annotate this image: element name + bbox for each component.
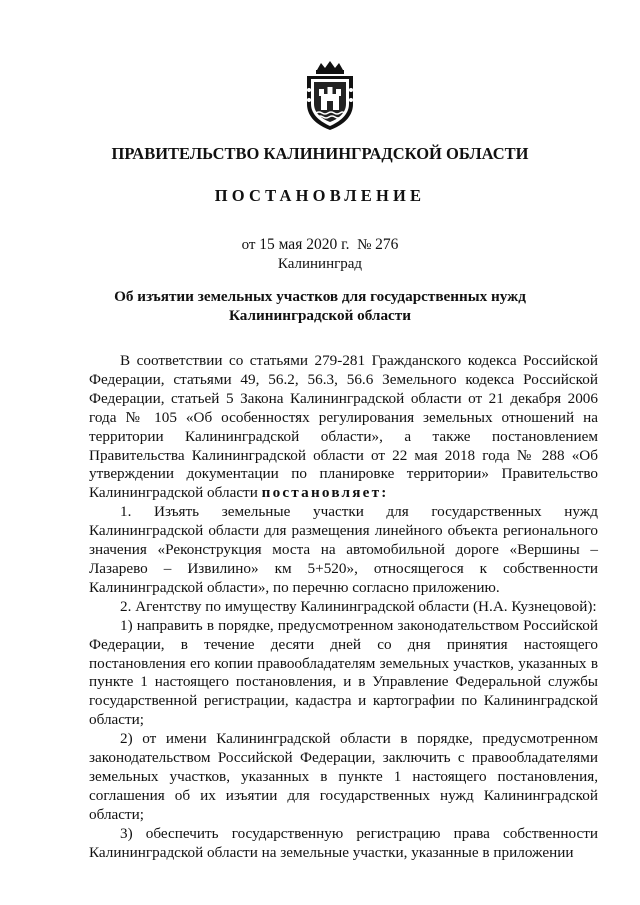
- document-title: [0, 287, 640, 325]
- preamble-text: В соответствии со статьями 279-281 Гражданского кодекса Российской Федерации, статьями 49, 56.2, 56.3, 56.6 Земельного кодекса Российской Федерации, статьей 5 Закона Калининградской области от 21 декабря 2006 года № 105 «Об особенностях регулирования земельных отношений на территории Калининградской области», а также постановлением Правительства Калининградской области от 22 мая 2018 года № 288 «Об утверждении документации по планировке территории» Правительство Калининградской области: [89, 352, 598, 502]
- item-1-paragraph: 1. Изъять земельные участки для государственных нужд Калининградской области для размещения линейного объекта регионального значения «Реконструкция моста на автомобильной дороге «Вершины – Лазарево – Извилино» км 5+520», относящегося к собственности Калининградской области», по перечню согласно приложению.: [89, 503, 598, 596]
- preamble-paragraph: [89, 352, 598, 503]
- title-line-2: Калининградской области: [229, 307, 411, 324]
- date-number-line: [0, 236, 640, 254]
- document-body: [89, 352, 598, 862]
- decree-word: постановляет:: [261, 484, 389, 502]
- document-type: ПОСТАНОВЛЕНИЕ: [214, 186, 426, 205]
- item-2-3-paragraph: 3) обеспечить государственную регистрацию права собственности Калининградской области на земельные участки, указанные в приложении: [89, 824, 598, 861]
- date-prefix: от: [241, 237, 256, 253]
- organization-name: ПРАВИТЕЛЬСТВО КАЛИНИНГРАДСКОЙ ОБЛАСТИ: [111, 144, 529, 163]
- document-date: 15 мая 2020 г.: [259, 236, 350, 253]
- document-number: 276: [375, 236, 399, 253]
- item-2-2-paragraph: 2) от имени Калининградской области в порядке, предусмотренном законодательством Российской Федерации, заключить с правообладателями земельных участков, указанных в пункте 1 настоящего постановления, соглашения об их изъятии для государственных нужд Калининградской области;: [89, 730, 598, 823]
- number-sign: №: [357, 237, 372, 253]
- item-2-1-paragraph: 1) направить в порядке, предусмотренном законодательством Российской Федерации, в течение десяти дней со дня принятия настоящего постановления его копии правообладателям земельных участков, указанных в пункте 1 настоящего постановления, и в Управление Федеральной службы государственной регистрации, кадастра и картографии по Калининградской области;: [89, 616, 598, 729]
- title-line-1: Об изъятии земельных участков для государственных нужд: [114, 288, 526, 305]
- city-name: Калининград: [277, 256, 363, 272]
- item-2-paragraph: 2. Агентству по имуществу Калининградской области (Н.А. Кузнецовой):: [120, 597, 597, 615]
- coat-of-arms-icon: [299, 60, 361, 132]
